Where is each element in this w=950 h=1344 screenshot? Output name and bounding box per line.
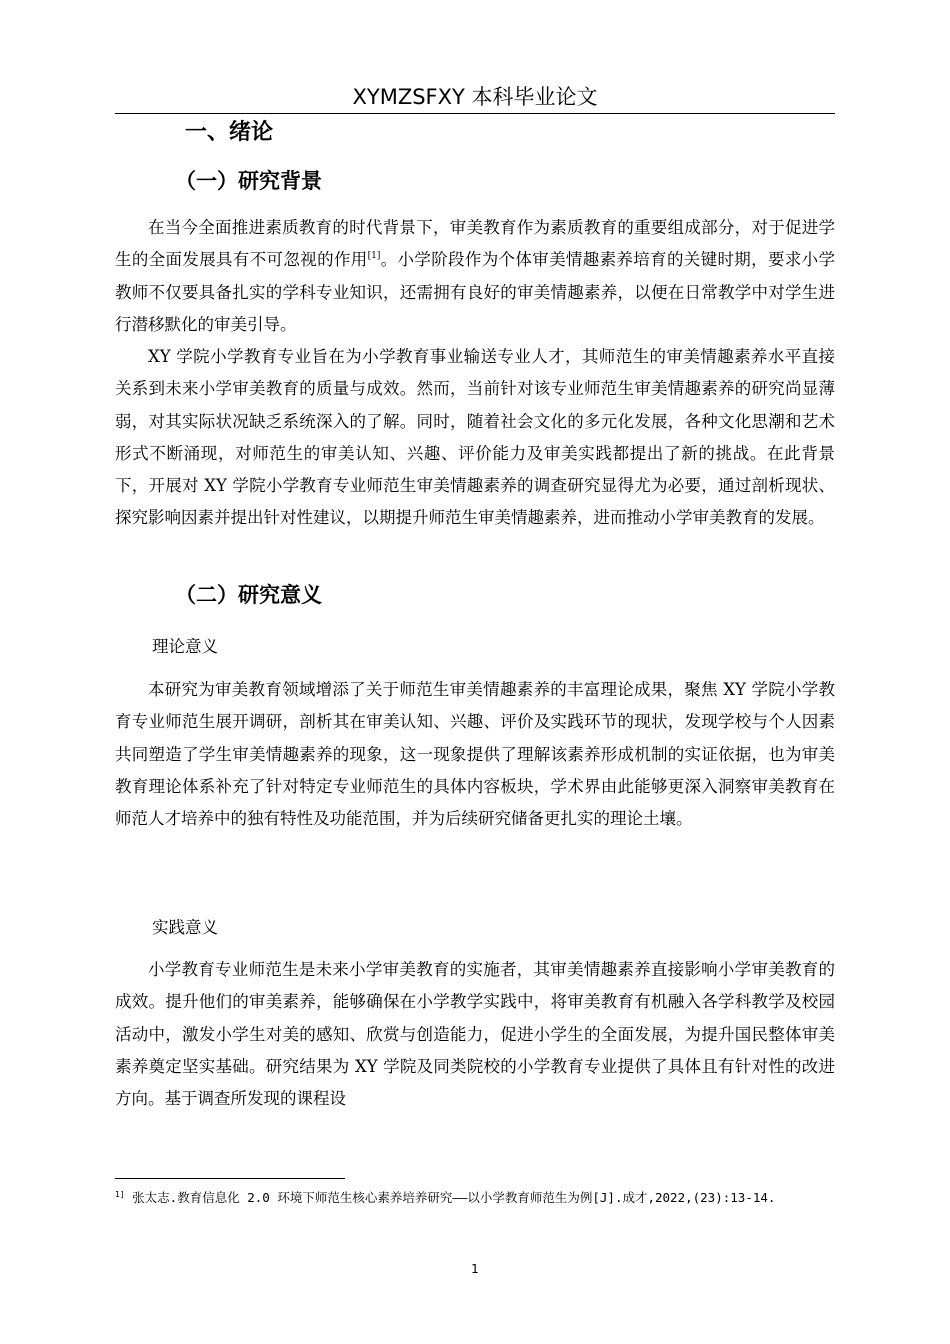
footnote xyxy=(115,1188,835,1208)
subheading-theory: 理论意义 xyxy=(152,637,218,656)
citation-reference: [1] xyxy=(367,251,381,262)
paragraph-background-1 xyxy=(115,212,835,341)
paragraph-text: 在当今全面推进素质教育的时代背景下，审美教育作为素质教育的重要组成部分，对于促进学生的全面发展具有不可忽视的作用 xyxy=(115,218,835,270)
paragraph-background-2: XY 学院小学教育专业旨在为小学教育事业输送专业人才，其师范生的审美情趣素养水平直接关系到未来小学审美教育的质量与成效。然而，当前针对该专业师范生审美情趣素养的研究尚显薄弱，对其实际状况缺乏系统深入的了解。同时，随着社会文化的多元化发展，各种文化思潮和艺术形式不断涌现，对师范生的审美认知、兴趣、评价能力及审美实践都提出了新的挑战。在此背景下，开展对 XY 学院小学教育专业师范生审美情趣素养的调查研究显得尤为必要，通过剖析现状、探究影响因素并提出针对性建议，以期提升师范生审美情趣素养，进而推动小学审美教育的发展。 xyxy=(115,347,835,528)
paragraph-practice: 小学教育专业师范生是未来小学审美教育的实施者，其审美情趣素养直接影响小学审美教育的成效。提升他们的审美素养，能够确保在小学教学实践中，将审美教育有机融入各学科教学及校园活动中，激发小学生对美的感知、欣赏与创造能力，促进小学生的全面发展，为提升国民整体审美素养奠定坚实基础。研究结果为 XY 学院及同类院校的小学教育专业提供了具体且有针对性的改进方向。基于调查所发现的课程设 xyxy=(115,960,835,1109)
section-heading-significance: （二）研究意义 xyxy=(175,583,322,607)
page-header-title: XYMZSFXY 本科毕业论文 xyxy=(352,85,598,109)
subheading-practice: 实践意义 xyxy=(152,918,218,937)
paragraph-text: 。小学阶段作为个体审美情趣素养培育的关键时期，要求小学教师不仅要具备扎实的学科专业知识，还需拥有良好的审美情趣素养，以便在日常教学中对学生进行潜移默化的审美引导。 xyxy=(115,250,836,334)
footnote-marker: 1] xyxy=(115,1190,125,1199)
footnote-text: 张太志.教育信息化 2.0 环境下师范生核心素养培养研究——以小学教育师范生为例[J].成才,2022,(23):13-14. xyxy=(132,1190,776,1205)
header-divider xyxy=(115,113,835,114)
chapter-heading: 一、绪论 xyxy=(185,120,274,145)
section-heading-background: （一）研究背景 xyxy=(175,169,322,193)
footnote-divider xyxy=(115,1178,345,1179)
page-number: 1 xyxy=(471,1262,479,1276)
paragraph-theory: 本研究为审美教育领域增添了关于师范生审美情趣素养的丰富理论成果，聚焦 XY 学院小学教育专业师范生展开调研，剖析其在审美认知、兴趣、评价及实践环节的现状，发现学校与个人因素共同塑造了学生审美情趣素养的现象，这一现象提供了理解该素养形成机制的实证依据，也为审美教育理论体系补充了针对特定专业师范生的具体内容板块，学术界由此能够更深入洞察审美教育在师范人才培养中的独有特性及功能范围，并为后续研究储备更扎实的理论土壤。 xyxy=(115,680,835,829)
